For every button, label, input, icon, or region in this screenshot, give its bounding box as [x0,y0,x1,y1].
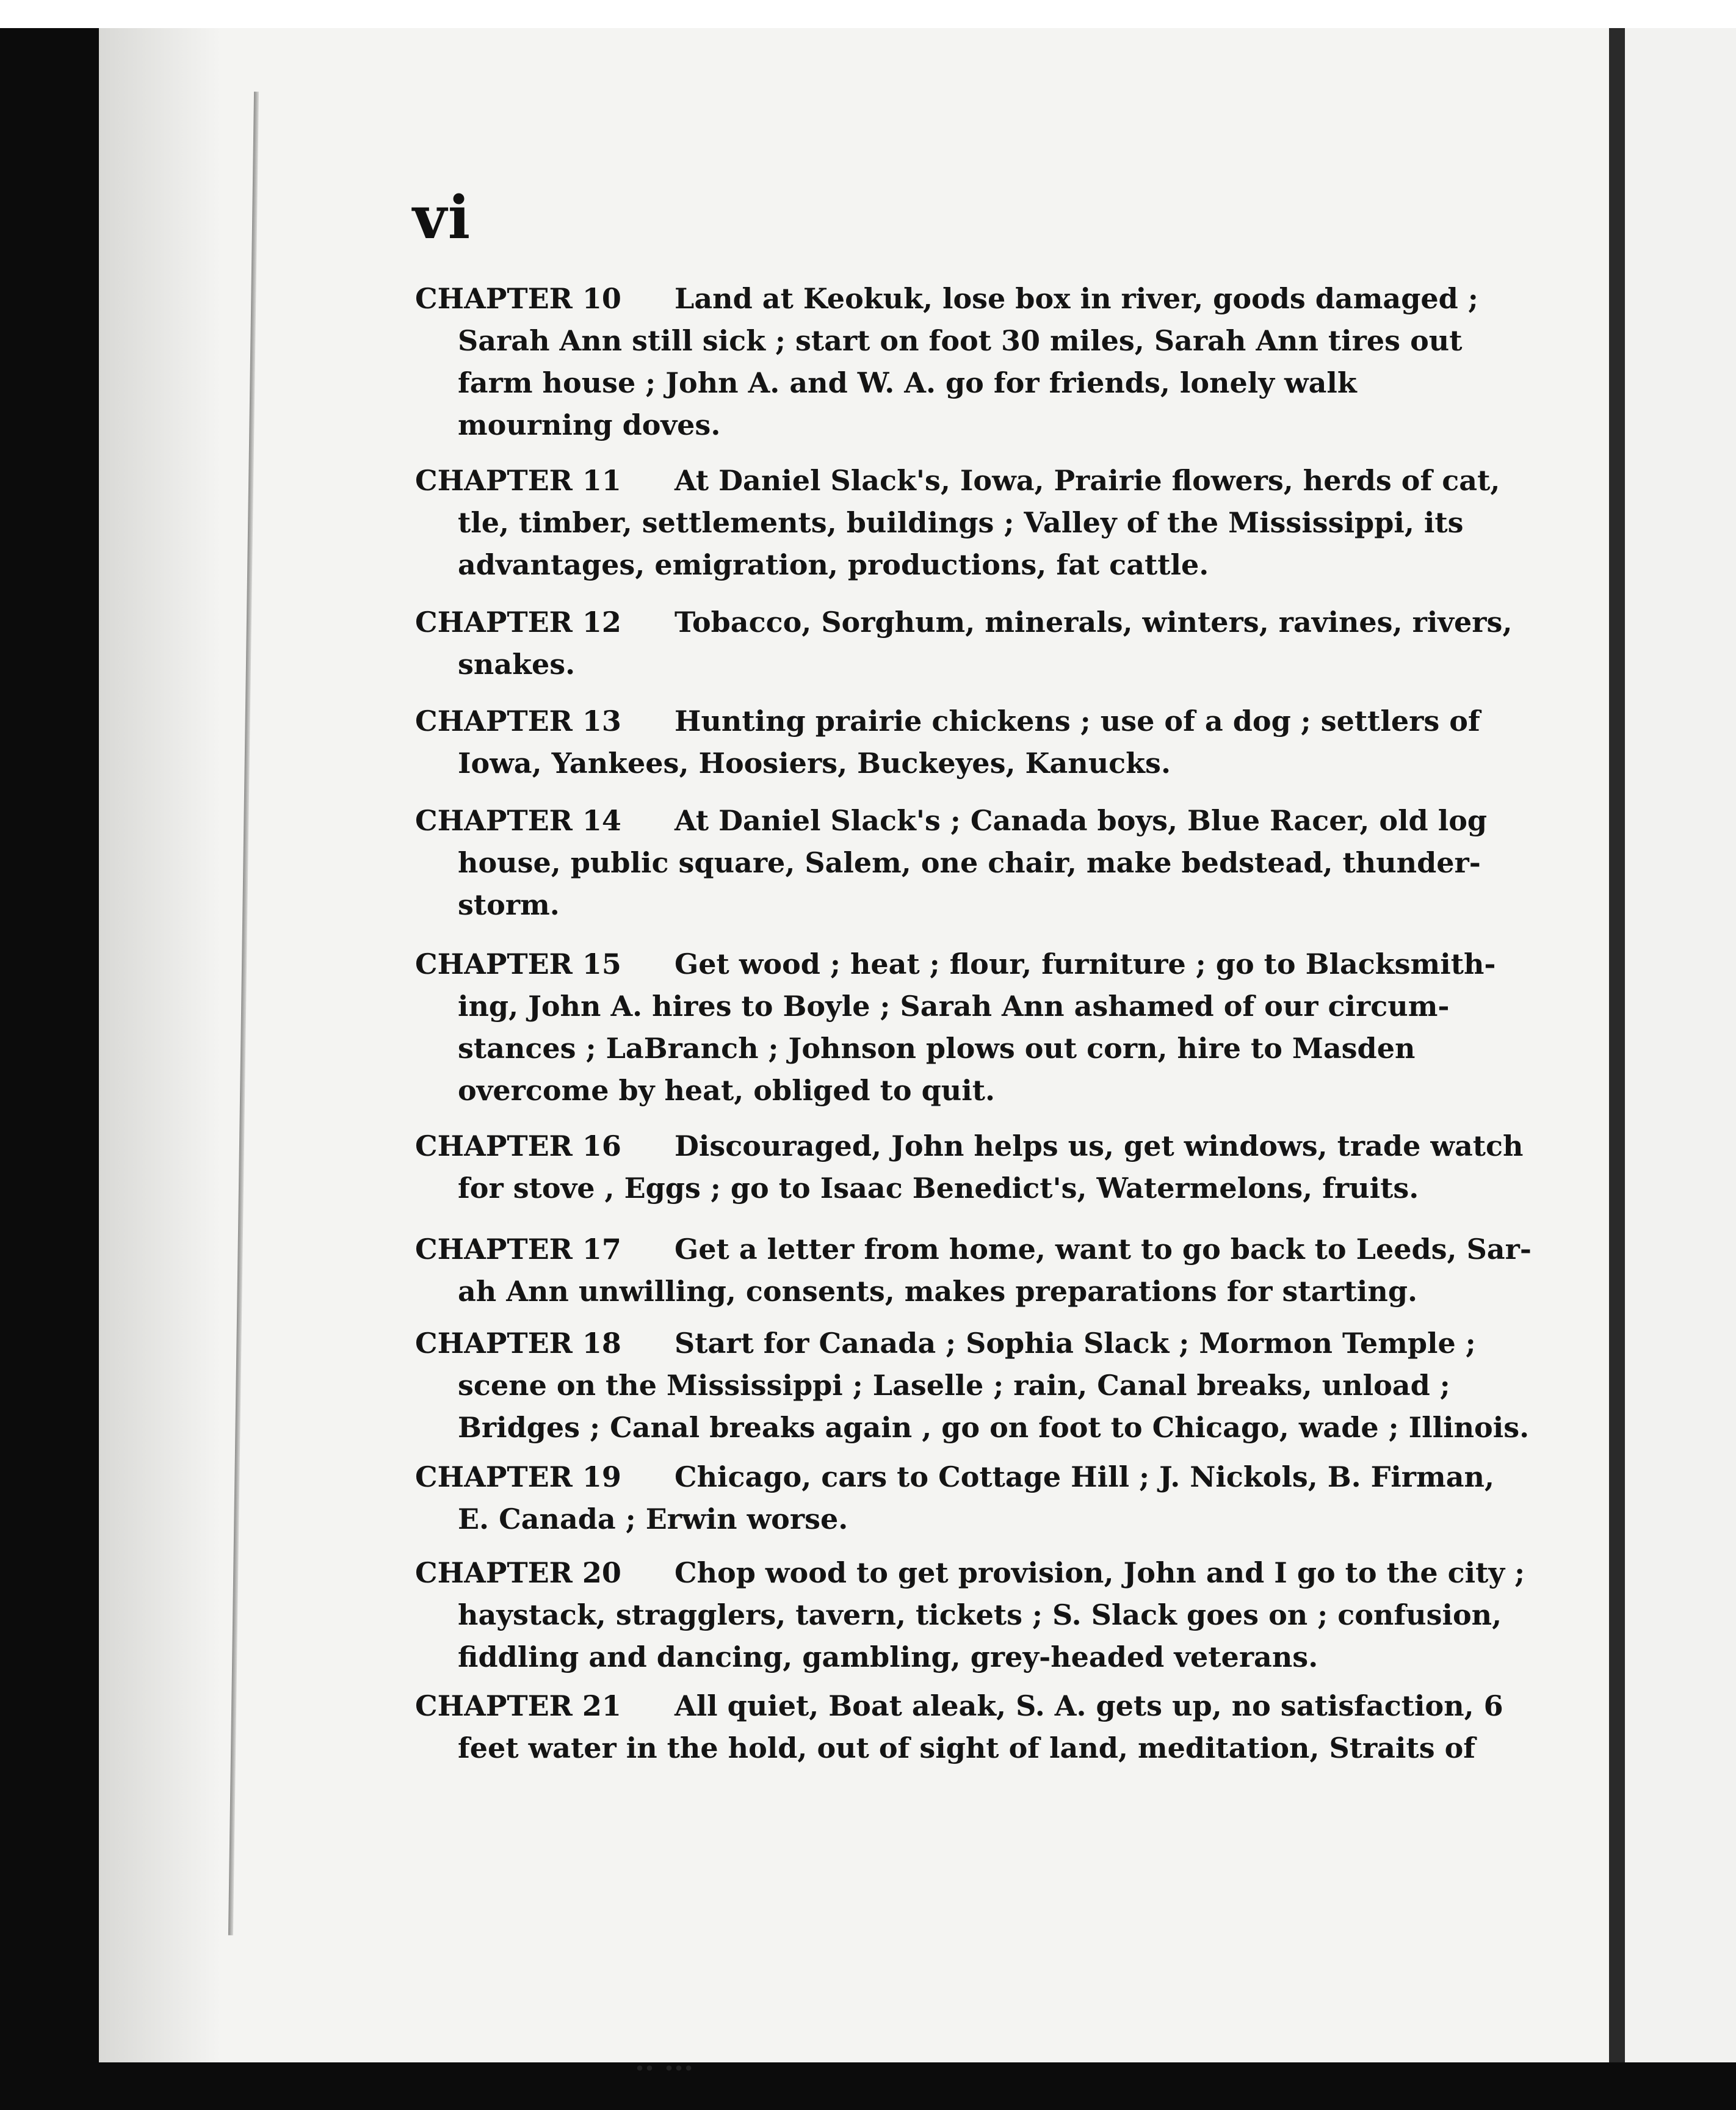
chapter-number: 20 [582,1556,621,1589]
chapter-entry-line [415,842,1487,884]
chapter-entry-line [415,1228,1532,1271]
chapter-entry-line [415,1125,1523,1167]
chapter-entry [415,601,1512,686]
chapter-entry [415,460,1500,586]
chapter-summary-text: Discouraged, John helps us, get windows, trade watch [675,1129,1524,1162]
chapter-entry-line [415,1636,1525,1678]
chapter-number: 11 [582,464,621,497]
page-edge-shadow [99,28,221,2062]
chapter-summary-text: ing, John A. hires to Boyle ; Sarah Ann ashamed of our circum- [458,990,1450,1023]
chapter-entry-line [415,1070,1495,1112]
chapter-summary-text: Start for Canada ; Sophia Slack ; Mormon Temple ; [675,1327,1476,1360]
chapter-entry [415,1685,1503,1769]
chapter-summary-text: All quiet, Boat aleak, S. A. gets up, no satisfaction, 6 [675,1689,1503,1722]
chapter-summary-text: fiddling and dancing, gambling, grey-headed veterans. [458,1641,1318,1673]
chapter-entry [415,1456,1494,1540]
chapter-summary-text: house, public square, Salem, one chair, make bedstead, thunder- [458,846,1481,879]
chapter-entry-line [415,1271,1532,1313]
chapter-entry-line [415,1365,1529,1407]
chapter-entry-line [415,404,1478,446]
chapter-entry [415,1322,1529,1449]
chapter-summary-text: At Daniel Slack's ; Canada boys, Blue Racer, old log [675,804,1488,837]
chapter-entry-line [415,644,1512,686]
chapter-entry [415,1228,1532,1313]
chapter-summary-text: Chop wood to get provision, John and I go to the city ; [675,1556,1525,1589]
chapter-number: 18 [582,1327,621,1360]
chapter-entry-line [415,700,1480,742]
chapter-label: CHAPTER [415,1129,573,1162]
chapter-summary-text: Hunting prairie chickens ; use of a dog ; settlers of [675,705,1480,738]
chapter-entry-line [415,544,1500,586]
chapter-entry-line [415,1407,1529,1449]
chapter-label: CHAPTER [415,464,573,497]
chapter-entry-line [415,1028,1495,1070]
chapter-entry [415,1552,1525,1678]
chapter-summary-text: Land at Keokuk, lose box in river, goods damaged ; [675,282,1478,315]
chapter-summary-text: Iowa, Yankees, Hoosiers, Buckeyes, Kanucks. [458,747,1171,780]
chapter-entry-line [415,502,1500,544]
chapter-summary-text: advantages, emigration, productions, fat cattle. [458,548,1209,581]
chapter-number: 16 [582,1129,621,1162]
chapter-label: CHAPTER [415,1556,573,1589]
chapter-entry-line [415,1727,1503,1769]
scan-top-margin [0,0,1736,28]
chapter-entry-line [415,362,1478,404]
page-number: vi [413,183,472,252]
chapter-summary-text: tle, timber, settlements, buildings ; Valley of the Mississippi, its [458,506,1464,539]
chapter-entry-line [415,742,1480,785]
chapter-entry-line [415,1552,1525,1594]
trailing-marks: .. ... [635,2044,694,2077]
chapter-entry [415,278,1478,446]
chapter-number: 13 [582,705,621,738]
chapter-label: CHAPTER [415,606,573,639]
chapter-summary-text: snakes. [458,648,576,681]
chapter-entry-line [415,460,1500,502]
chapter-entry [415,700,1480,785]
chapter-number: 14 [582,804,621,837]
chapter-label: CHAPTER [415,1233,573,1266]
chapter-summary-text: Bridges ; Canal breaks again , go on foot to Chicago, wade ; Illinois. [458,1411,1530,1444]
chapter-entry-line [415,1322,1529,1365]
chapter-summary-text: Get a letter from home, want to go back to Leeds, Sar- [675,1233,1532,1266]
chapter-summary-text: Chicago, cars to Cottage Hill ; J. Nickols, B. Firman, [675,1460,1494,1493]
chapter-entry-line [415,1456,1494,1498]
chapter-number: 19 [582,1460,621,1493]
chapter-summary-text: haystack, stragglers, tavern, tickets ; S. Slack goes on ; confusion, [458,1598,1502,1631]
chapter-summary-text: mourning doves. [458,408,721,441]
chapter-number: 15 [582,948,621,981]
chapter-summary-text: Sarah Ann still sick ; start on foot 30 miles, Sarah Ann tires out [458,324,1463,357]
chapter-entry-line [415,943,1495,985]
chapter-label: CHAPTER [415,1327,573,1360]
chapter-label: CHAPTER [415,948,573,981]
chapter-summary-text: ah Ann unwilling, consents, makes preparations for starting. [458,1275,1418,1308]
chapter-number: 21 [582,1689,621,1722]
chapter-summary-text: scene on the Mississippi ; Laselle ; rain, Canal breaks, unload ; [458,1369,1450,1402]
chapter-summary-text: feet water in the hold, out of sight of land, meditation, Straits of [458,1731,1476,1764]
chapter-label: CHAPTER [415,1460,573,1493]
chapter-entry-line [415,800,1487,842]
chapter-label: CHAPTER [415,282,573,315]
chapter-label: CHAPTER [415,1689,573,1722]
chapter-entry-line [415,1685,1503,1727]
chapter-summary-text: E. Canada ; Erwin worse. [458,1503,848,1535]
facing-page-edge [1625,28,1736,2062]
chapter-entry [415,800,1487,926]
chapter-entry-line [415,884,1487,926]
chapter-entry [415,943,1495,1112]
chapter-summary-text: farm house ; John A. and W. A. go for friends, lonely walk [458,366,1357,399]
chapter-label: CHAPTER [415,804,573,837]
chapter-summary-text: storm. [458,888,560,921]
book-binding-gutter [1609,28,1625,2062]
chapter-number: 17 [582,1233,621,1266]
chapter-number: 10 [582,282,621,315]
chapter-entry-line [415,1594,1525,1636]
chapter-entry-line [415,1167,1523,1209]
chapter-entry-line [415,278,1478,320]
chapter-label: CHAPTER [415,705,573,738]
chapter-summary-text: overcome by heat, obliged to quit. [458,1074,995,1107]
chapter-entry-line [415,601,1512,644]
chapter-entry [415,1125,1523,1209]
chapter-entry-line [415,985,1495,1028]
chapter-entry-line [415,1498,1494,1540]
chapter-summary-text: stances ; LaBranch ; Johnson plows out corn, hire to Masden [458,1032,1416,1065]
chapter-summary-text: Get wood ; heat ; flour, furniture ; go to Blacksmith- [675,948,1496,981]
chapter-summary-text: Tobacco, Sorghum, minerals, winters, ravines, rivers, [675,606,1513,639]
chapter-number: 12 [582,606,621,639]
chapter-summary-text: At Daniel Slack's, Iowa, Prairie flowers, herds of cat, [675,464,1500,497]
chapter-entry-line [415,320,1478,362]
chapter-summary-text: for stove , Eggs ; go to Isaac Benedict's, Watermelons, fruits. [458,1172,1419,1205]
